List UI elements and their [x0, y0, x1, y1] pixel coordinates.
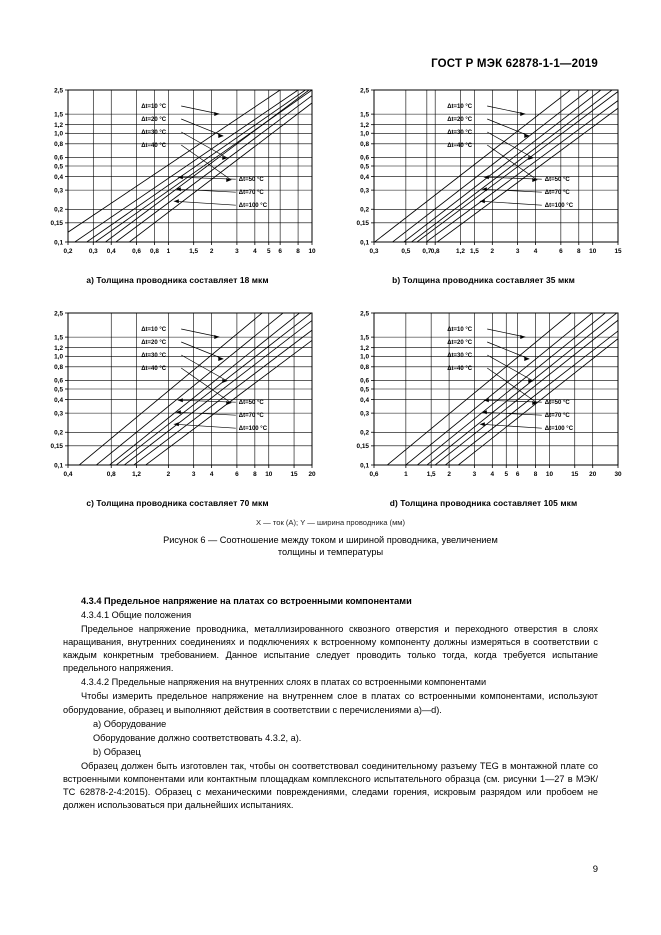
chart-c-caption: c) Толщина проводника составляет 70 мкм [86, 498, 269, 508]
svg-text:Δt=30 °C: Δt=30 °C [446, 353, 472, 359]
svg-text:0,6: 0,6 [359, 154, 369, 162]
chart-d [340, 305, 628, 508]
page-header [0, 58, 661, 70]
svg-text:Δt=20 °C: Δt=20 °C [140, 117, 166, 123]
svg-text:0,15: 0,15 [356, 443, 369, 451]
svg-text:Δt=100 °C: Δt=100 °C [544, 426, 573, 433]
svg-text:Δt=20 °C: Δt=20 °C [446, 117, 472, 123]
svg-text:Δt=50 °C: Δt=50 °C [544, 177, 570, 184]
svg-text:8: 8 [533, 471, 537, 478]
list-item-a-text: Оборудование должно соответствовать 4.3.2, a). [93, 732, 302, 743]
svg-text:0,5: 0,5 [359, 386, 369, 394]
svg-text:8: 8 [295, 248, 300, 255]
figure-caption-line1: Рисунок 6 — Соотношение между током и шириной проводника, увеличением [163, 535, 498, 545]
svg-text:0,8: 0,8 [53, 141, 63, 149]
svg-text:3: 3 [191, 471, 195, 478]
svg-text:0,1: 0,1 [53, 239, 63, 247]
svg-text:0,6: 0,6 [369, 471, 378, 478]
svg-text:1,5: 1,5 [359, 111, 369, 119]
svg-text:1,2: 1,2 [455, 248, 465, 255]
svg-text:0,2: 0,2 [359, 429, 369, 437]
svg-text:0,3: 0,3 [53, 410, 63, 418]
svg-text:Δt=40 °C: Δt=40 °C [446, 143, 472, 149]
svg-text:Δt=70 °C: Δt=70 °C [238, 190, 264, 197]
svg-text:2: 2 [446, 471, 451, 478]
chart-a-plot [34, 82, 322, 272]
svg-text:Δt=70 °C: Δt=70 °C [238, 413, 264, 420]
svg-text:5: 5 [503, 471, 508, 478]
svg-text:0,15: 0,15 [50, 220, 63, 228]
svg-text:0,1: 0,1 [53, 462, 63, 470]
figure-axis-note: X — ток (A); Y — ширина проводника (мм) [255, 518, 406, 527]
paragraph-2: Чтобы измерить предельное напряжение на внутреннем слое в платах со встроенными компонентами, используют оборудование, образец и выполняют действия в соответствии с перечислениями a)—d). [63, 691, 598, 715]
svg-text:Δt=10 °C: Δt=10 °C [446, 104, 472, 110]
svg-text:0,5: 0,5 [53, 163, 63, 171]
svg-text:0,3: 0,3 [359, 410, 369, 418]
svg-text:0,3: 0,3 [369, 248, 378, 255]
svg-text:2,5: 2,5 [53, 87, 63, 95]
chart-c-plot [34, 305, 322, 495]
paragraph-1: Предельное напряжение проводника, металлизированного сквозного отверстия и переходного отверстия в слоях наращивания, внутренних соединениях и подключениях к встроенному компоненту должны измеряться в соответствии с каждым конкретным требованием. Данное испытание следует проводить только тогда, когда требуется испытание предельного напряжения. [63, 624, 598, 674]
chart-b-plot [340, 82, 628, 272]
chart-a [34, 82, 322, 285]
heading-4-3-4-1: 4.3.4.1 Общие положения [81, 610, 192, 621]
svg-text:10: 10 [545, 471, 553, 478]
list-item-a: a) Оборудование [93, 718, 167, 729]
svg-text:15: 15 [290, 471, 298, 478]
svg-text:Δt=100 °C: Δt=100 °C [238, 203, 267, 210]
svg-text:Δt=10 °C: Δt=10 °C [140, 104, 166, 110]
svg-text:0,4: 0,4 [359, 173, 369, 181]
svg-text:0,8: 0,8 [359, 364, 369, 372]
svg-text:0,6: 0,6 [131, 248, 141, 255]
svg-text:1,5: 1,5 [359, 334, 369, 342]
svg-text:0,15: 0,15 [356, 220, 369, 228]
svg-text:Δt=50 °C: Δt=50 °C [544, 400, 570, 407]
standard-title: ГОСТ Р МЭК 62878-1-1—2019 [431, 58, 598, 70]
svg-text:0,2: 0,2 [63, 248, 72, 255]
svg-text:2: 2 [490, 248, 494, 255]
svg-text:2: 2 [209, 248, 213, 255]
svg-text:0,4: 0,4 [53, 396, 63, 404]
svg-text:2,5: 2,5 [359, 310, 369, 318]
svg-text:8: 8 [252, 471, 257, 478]
list-item-b-text: Образец должен быть изготовлен так, чтобы он соответствовал соединительному разъему TEG в монтажной плате со встроенными компонентами или контактным площадкам комплексного испытательного образца (см. рисунки 1—27 в МЭК/ТС 62878-2-4:2015). Образец с механическими повреждениями, следами горения, искровым разрядом или пробоем не должен использоваться при дальнейших испытаниях. [63, 760, 598, 810]
svg-text:1,2: 1,2 [359, 121, 369, 129]
svg-text:Δt=100 °C: Δt=100 °C [544, 203, 573, 210]
svg-text:Δt=30 °C: Δt=30 °C [140, 353, 166, 359]
svg-text:1,5: 1,5 [426, 471, 436, 478]
figure-6 [0, 82, 661, 559]
svg-text:1,0: 1,0 [53, 353, 63, 361]
svg-text:0,4: 0,4 [359, 396, 369, 404]
page-number: 9 [592, 864, 598, 875]
svg-text:5: 5 [266, 248, 271, 255]
svg-text:0,1: 0,1 [359, 462, 369, 470]
svg-text:Δt=20 °C: Δt=20 °C [140, 340, 166, 346]
svg-text:15: 15 [570, 471, 578, 478]
svg-text:4: 4 [252, 248, 257, 255]
svg-text:0,5: 0,5 [53, 386, 63, 394]
svg-text:Δt=10 °C: Δt=10 °C [446, 327, 472, 333]
svg-text:20: 20 [588, 471, 596, 478]
svg-text:0,4: 0,4 [63, 471, 72, 478]
svg-text:1,0: 1,0 [359, 353, 369, 361]
svg-text:10: 10 [588, 248, 596, 255]
figure-caption-line2: толщины и температуры [277, 547, 384, 558]
svg-text:0,8: 0,8 [430, 248, 440, 255]
svg-text:Δt=100 °C: Δt=100 °C [238, 426, 267, 433]
svg-text:0,4: 0,4 [53, 173, 63, 181]
svg-text:Δt=70 °C: Δt=70 °C [544, 413, 570, 420]
svg-text:1,2: 1,2 [359, 344, 369, 352]
chart-a-caption: a) Толщина проводника составляет 18 мкм [86, 275, 269, 285]
svg-text:1,2: 1,2 [131, 471, 141, 478]
svg-text:0,3: 0,3 [88, 248, 98, 255]
chart-c [34, 305, 322, 508]
chart-b [340, 82, 628, 285]
svg-text:0,15: 0,15 [50, 443, 63, 451]
svg-text:1,2: 1,2 [53, 344, 63, 352]
body-text [63, 595, 598, 813]
list-item-b: b) Образец [93, 746, 141, 757]
chart-d-caption: d) Толщина проводника составляет 105 мкм [389, 498, 578, 508]
svg-text:1,2: 1,2 [53, 121, 63, 129]
svg-text:3: 3 [234, 248, 239, 255]
svg-text:Δt=70 °C: Δt=70 °C [544, 190, 570, 197]
heading-4-3-4-2: 4.3.4.2 Предельные напряжения на внутренних слоях в платах со встроенными компонентами [81, 677, 487, 688]
svg-text:20: 20 [307, 471, 316, 478]
svg-text:0,2: 0,2 [359, 206, 369, 214]
svg-text:Δt=50 °C: Δt=50 °C [238, 177, 264, 184]
svg-text:1,5: 1,5 [188, 248, 198, 255]
svg-text:1: 1 [403, 471, 408, 478]
svg-text:0,5: 0,5 [400, 248, 410, 255]
chart-b-caption: b) Толщина проводника составляет 35 мкм [392, 275, 575, 285]
svg-text:1,5: 1,5 [469, 248, 479, 255]
svg-text:10: 10 [264, 471, 272, 478]
heading-4-3-4: 4.3.4 Предельное напряжение на платах со встроенными компонентами [81, 596, 412, 606]
chart-d-plot [340, 305, 628, 495]
svg-text:0,8: 0,8 [359, 141, 369, 149]
svg-text:15: 15 [613, 248, 622, 255]
svg-text:0,8: 0,8 [53, 364, 63, 372]
svg-text:Δt=40 °C: Δt=40 °C [446, 366, 472, 372]
svg-text:1,5: 1,5 [53, 334, 63, 342]
figure-caption [0, 534, 661, 559]
svg-text:0,8: 0,8 [106, 471, 116, 478]
svg-text:2,5: 2,5 [53, 310, 63, 318]
svg-text:0,4: 0,4 [106, 248, 116, 255]
svg-text:3: 3 [515, 248, 519, 255]
svg-text:Δt=20 °C: Δt=20 °C [446, 340, 472, 346]
svg-text:4: 4 [490, 471, 494, 478]
svg-text:8: 8 [576, 248, 581, 255]
svg-text:0,6: 0,6 [53, 154, 63, 162]
svg-text:6: 6 [277, 248, 282, 255]
svg-text:Δt=10 °C: Δt=10 °C [140, 327, 166, 333]
svg-text:0,8: 0,8 [149, 248, 159, 255]
chart-row-bottom [0, 305, 661, 508]
svg-text:0,3: 0,3 [53, 187, 63, 195]
chart-row-top [0, 82, 661, 285]
svg-text:1,0: 1,0 [53, 130, 63, 138]
svg-text:1,5: 1,5 [53, 111, 63, 119]
svg-text:0,5: 0,5 [359, 163, 369, 171]
svg-text:Δt=40 °C: Δt=40 °C [140, 366, 166, 372]
svg-text:30: 30 [613, 471, 622, 478]
svg-text:4: 4 [533, 248, 537, 255]
svg-text:Δt=30 °C: Δt=30 °C [446, 130, 472, 136]
svg-text:6: 6 [234, 471, 239, 478]
svg-text:0,2: 0,2 [53, 206, 63, 214]
svg-text:4: 4 [209, 471, 213, 478]
svg-text:0,6: 0,6 [53, 377, 63, 385]
svg-text:3: 3 [472, 471, 476, 478]
svg-text:1,0: 1,0 [359, 130, 369, 138]
svg-text:6: 6 [558, 248, 563, 255]
svg-text:0,2: 0,2 [53, 429, 63, 437]
svg-text:Δt=50 °C: Δt=50 °C [238, 400, 264, 407]
svg-text:Δt=30 °C: Δt=30 °C [140, 130, 166, 136]
svg-text:0,7: 0,7 [421, 248, 431, 255]
svg-text:Δt=40 °C: Δt=40 °C [140, 143, 166, 149]
svg-text:2,5: 2,5 [359, 87, 369, 95]
svg-text:0,6: 0,6 [359, 377, 369, 385]
svg-text:0,1: 0,1 [359, 239, 369, 247]
svg-text:10: 10 [307, 248, 316, 255]
svg-text:0,3: 0,3 [359, 187, 369, 195]
svg-text:6: 6 [515, 471, 519, 478]
svg-text:1: 1 [166, 248, 170, 255]
svg-text:2: 2 [166, 471, 170, 478]
